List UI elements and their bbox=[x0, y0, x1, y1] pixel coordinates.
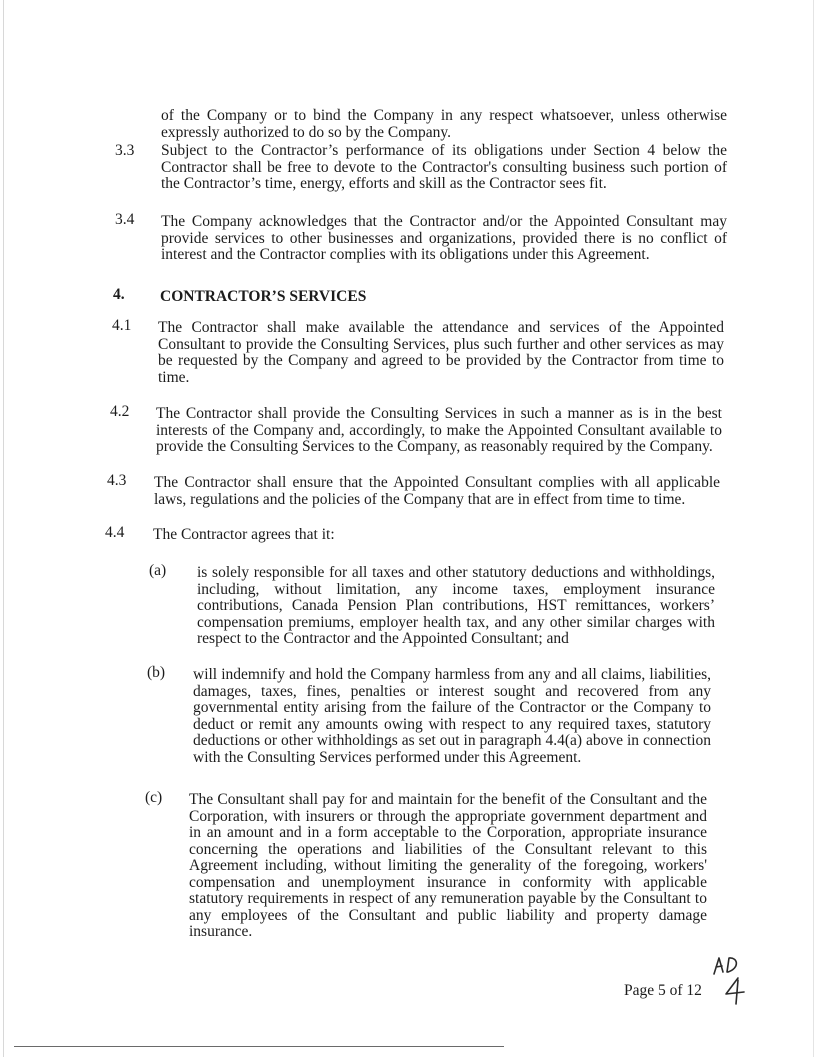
subclause-text: The Consultant shall pay for and maintain for the benefit of the Consultant and the Corporation, with insurers or through the appropriate government department and in an amount and in a form acceptable to the Corporation, appropriate insurance concerning the operations and liabilities of the Consultant relevant to this Agreement including, without limiting the generality of the foregoing, workers' compensation and unemployment insurance in conformity with applicable statutory requirements in respect of any remuneration payable by the Consultant to any employees of the Consultant and public liability and property damage insurance. bbox=[189, 791, 707, 940]
clause-number: 4.1 bbox=[112, 317, 132, 334]
clause-text: The Contractor agrees that it: bbox=[153, 526, 335, 543]
clause-number: 3.3 bbox=[115, 142, 135, 159]
clause-text: Subject to the Contractor’s performance of its obligations under Section 4 below the Contractor shall be free to devote to the Contractor's consulting business such portion of the Contractor’s time, energy, efforts and skill as the Contractor sees fit. bbox=[161, 142, 727, 192]
clause-text: The Contractor shall provide the Consulting Services in such a manner as is in the best interests of the Company and, accordingly, to make the Appointed Consultant available to provide the Consulting Services to the Company, as reasonably required by the Company. bbox=[156, 405, 722, 455]
scan-edge bbox=[3, 0, 4, 1057]
clause-number: 3.4 bbox=[115, 211, 135, 228]
clause-number: 4.2 bbox=[110, 403, 130, 420]
continuation-paragraph: of the Company or to bind the Company in any respect whatsoever, unless otherwise expressly authorized to do so by the Company. bbox=[161, 107, 727, 141]
section-heading: CONTRACTOR’S SERVICES bbox=[160, 288, 367, 305]
clause-number: 4.4 bbox=[105, 524, 125, 541]
clause-number: 4.3 bbox=[107, 472, 127, 489]
scan-artifact-line bbox=[14, 1046, 504, 1047]
subclause-label: (a) bbox=[149, 562, 167, 579]
subclause-label: (c) bbox=[145, 789, 163, 806]
clause-text: The Contractor shall ensure that the Appointed Consultant complies with all applicable laws, regulations and the policies of the Company that are in effect from time to time. bbox=[154, 474, 720, 508]
page-number: Page 5 of 12 bbox=[624, 982, 702, 999]
handwritten-initials bbox=[708, 950, 750, 1008]
subclause-text: will indemnify and hold the Company harmless from any and all claims, liabilities, damages, taxes, fines, penalties or interest sought and recovered from any governmental entity arising from the failure of the Contractor or the Company to deduct or remit any amounts owing with respect to any required taxes, statutory deductions or other withholdings as set out in paragraph 4.4(a) above in connection with the Consulting Services performed under this Agreement. bbox=[193, 666, 711, 766]
subclause-text: is solely responsible for all taxes and other statutory deductions and withholdings, including, without limitation, any income taxes, employment insurance contributions, Canada Pension Plan contributions, HST remittances, workers’ compensation premiums, employer health tax, and any other similar charges with respect to the Contractor and the Appointed Consultant; and bbox=[197, 564, 715, 647]
subclause-label: (b) bbox=[147, 664, 166, 681]
clause-text: The Company acknowledges that the Contractor and/or the Appointed Consultant may provide services to other businesses and organizations, provided there is no conflict of interest and the Contractor complies with its obligations under this Agreement. bbox=[161, 213, 727, 263]
scan-edge bbox=[813, 0, 814, 1057]
section-number: 4. bbox=[113, 286, 125, 303]
clause-text: The Contractor shall make available the attendance and services of the Appointed Consultant to provide the Consulting Services, plus such further and other services as may be requested by the Company and agreed to be provided by the Contractor from time to time. bbox=[158, 319, 724, 386]
